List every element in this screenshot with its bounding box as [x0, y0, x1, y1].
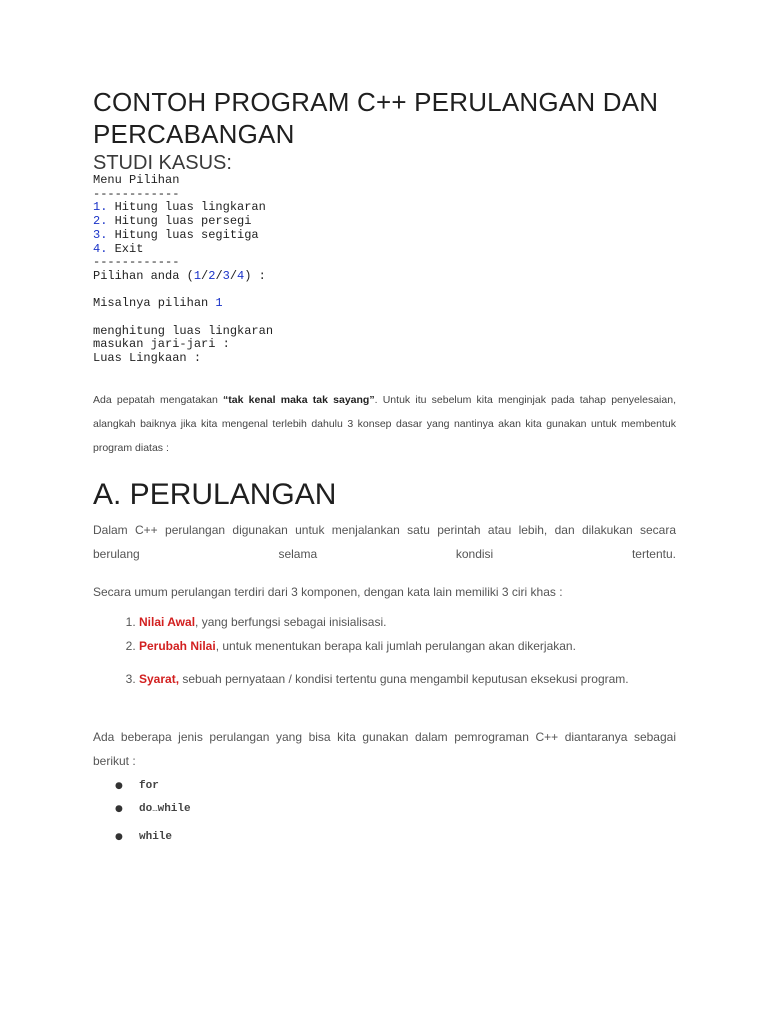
code-menu-label: Hitung luas segitiga	[107, 227, 259, 242]
list-item	[115, 826, 676, 849]
code-menu-title: Menu Pilihan	[93, 173, 180, 187]
loop-keyword-ellipsis: …	[152, 803, 158, 814]
component-term: Syarat,	[139, 671, 180, 686]
code-result-line: Luas Lingkaan :	[93, 351, 202, 366]
code-menu-num: 4.	[93, 241, 108, 256]
code-result-line: masukan jari-jari :	[93, 337, 230, 352]
list-item	[115, 798, 676, 821]
loop-keyword: for	[139, 779, 159, 792]
list-item	[115, 775, 676, 798]
code-menu-num: 3.	[93, 227, 108, 242]
loop-keyword: while	[139, 830, 173, 843]
loop-types-intro: Ada beberapa jenis perulangan yang bisa kita gunakan dalam pemrograman C++ diantaranya sebagai berikut :	[93, 729, 676, 768]
code-menu-label: Hitung luas lingkaran	[107, 200, 266, 215]
code-result-line: menghitung luas lingkaran	[93, 323, 274, 338]
list-item	[139, 667, 676, 691]
code-separator: ------------	[93, 186, 180, 201]
loop-keyword: do	[139, 802, 153, 815]
code-menu-num: 1.	[93, 200, 108, 215]
code-prompt-option: 3	[222, 268, 230, 283]
intro-paragraph	[93, 388, 676, 460]
code-example-prefix: Misalnya pilihan	[93, 296, 216, 311]
code-menu-label: Hitung luas persegi	[107, 214, 252, 229]
bullet-icon: ●	[115, 831, 123, 842]
list-item	[139, 634, 676, 658]
case-study-heading: STUDI KASUS:	[93, 152, 232, 174]
code-menu-num: 2.	[93, 214, 108, 229]
code-prompt-prefix: Pilihan anda (	[93, 268, 194, 283]
code-prompt-option: 1	[193, 268, 202, 283]
component-term: Nilai Awal	[139, 614, 196, 629]
section-heading-perulangan: A. PERULANGAN	[93, 477, 337, 511]
code-separator: ------------	[93, 255, 180, 270]
component-desc: , untuk menentukan berapa kali jumlah perulangan akan dikerjakan.	[215, 638, 576, 653]
code-menu-label: Exit	[107, 241, 144, 256]
code-example: Menu Pilihan ------------ 1. Hitung luas lingkaran 2. Hitung luas persegi 3. Hitung luas segitiga 4. Exit ------------ Pilihan anda (1/2/3/4) : Misalnya pilihan 1 menghitung luas lingkaran masukan jari-jari : Luas Lingkaan :	[93, 173, 274, 366]
loop-types-list	[93, 775, 676, 849]
code-prompt-option: 2	[208, 268, 216, 283]
component-term: Perubah Nilai	[139, 638, 216, 653]
document-title: CONTOH PROGRAM C++ PERULANGAN DAN PERCABANGAN	[93, 87, 659, 149]
document-page	[93, 86, 676, 849]
loop-keyword: while	[157, 802, 191, 815]
code-prompt-suffix: ) :	[244, 268, 266, 283]
perulangan-components-intro: Secara umum perulangan terdiri dari 3 komponen, dengan kata lain memiliki 3 ciri khas :	[93, 584, 563, 599]
code-prompt-option: 4	[237, 268, 245, 283]
component-desc: , yang berfungsi sebagai inisialisasi.	[195, 614, 387, 629]
code-example-num: 1	[215, 296, 223, 311]
component-desc: sebuah pernyataan / kondisi tertentu guna mengambil keputusan eksekusi program.	[179, 671, 629, 686]
intro-quote: “tak kenal maka tak sayang”	[223, 393, 375, 406]
intro-after: . Untuk itu sebelum kita menginjak pada tahap penyelesaian, alangkah baiknya jika kita mengenal terlebih dahulu 3 konsep dasar yang nantinya akan kita gunakan untuk membentuk program diatas :	[93, 393, 676, 454]
bullet-icon: ●	[115, 780, 123, 791]
intro-before: Ada pepatah mengatakan	[93, 393, 224, 406]
list-item	[139, 610, 676, 634]
perulangan-definition: Dalam C++ perulangan digunakan untuk menjalankan satu perintah atau lebih, dan dilakukan secara berulang selama kondisi tertentu.	[93, 522, 676, 561]
components-list	[93, 610, 676, 691]
bullet-icon: ●	[115, 803, 123, 814]
